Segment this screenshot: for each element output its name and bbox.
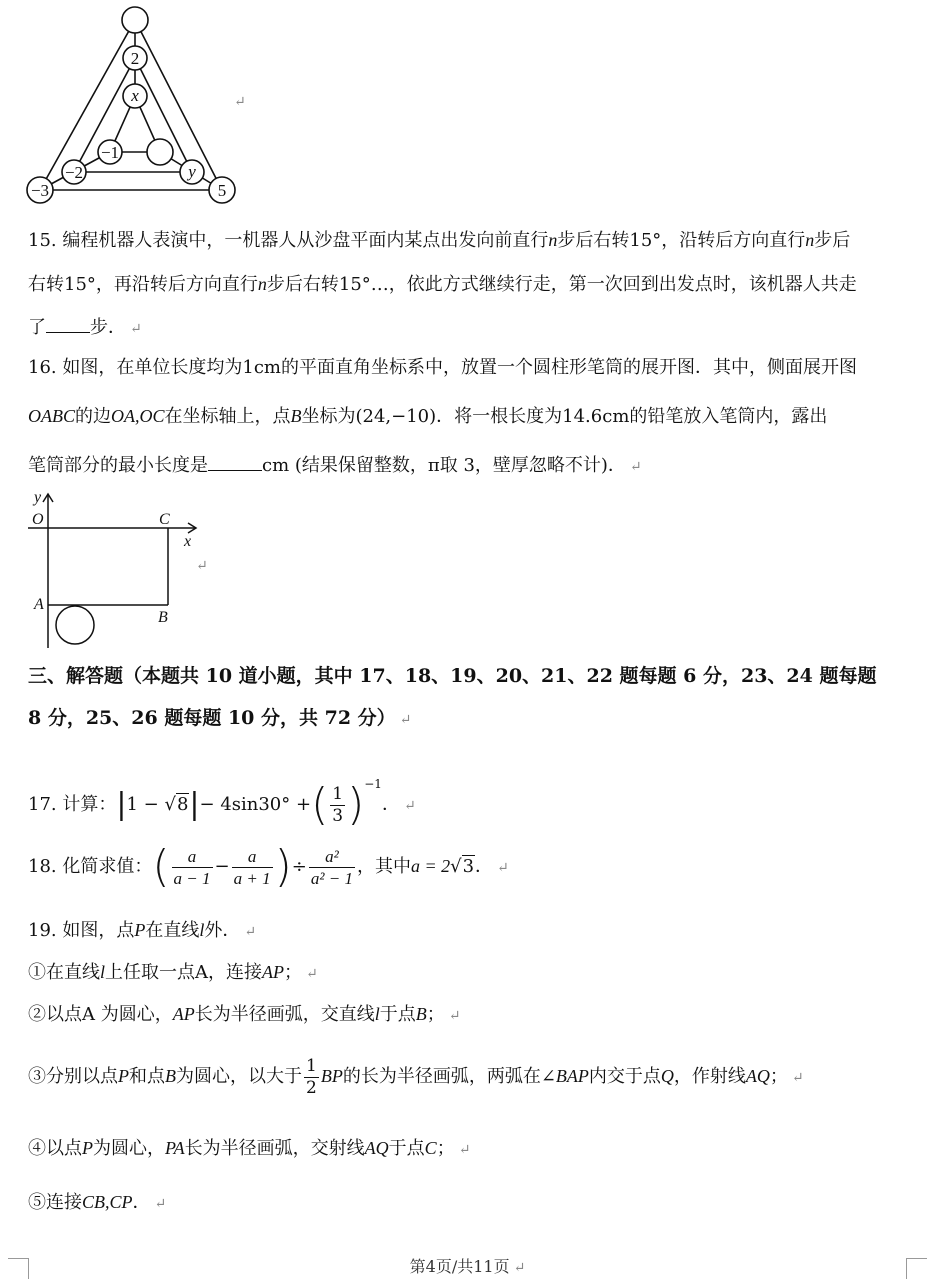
node-5-label: 5 bbox=[217, 181, 227, 200]
node-y-label: y bbox=[188, 162, 196, 181]
node-neg1-label: −1 bbox=[100, 143, 120, 162]
paragraph-mark: ↵ bbox=[629, 459, 642, 475]
point-o-label: O bbox=[32, 511, 44, 528]
q19-step-2 bbox=[28, 1002, 913, 1028]
q19-text: 为圆心，以大于 bbox=[176, 1066, 302, 1087]
node-2-label: 2 bbox=[130, 49, 140, 68]
q19-text: 长为半径画弧，交直线 bbox=[194, 1004, 375, 1025]
q15-text: 步． bbox=[90, 317, 126, 338]
paragraph-mark: ↵ bbox=[130, 321, 142, 337]
answer-blank[interactable] bbox=[46, 314, 90, 333]
q17-label: 计算： bbox=[62, 794, 117, 815]
q17-fraction: $\frac{1}{3}$ bbox=[332, 783, 344, 826]
var-p: P bbox=[82, 1138, 93, 1158]
var-q: Q bbox=[660, 1066, 674, 1086]
q19-text: 和点 bbox=[129, 1066, 165, 1087]
q19-text: 内交于点 bbox=[588, 1066, 661, 1087]
q18-sqrt-3: 3 bbox=[462, 856, 475, 877]
paragraph-mark: ↵ bbox=[399, 712, 412, 728]
var-p: P bbox=[134, 920, 146, 940]
q18-divide: ÷ bbox=[291, 856, 307, 877]
q15-line-2 bbox=[28, 272, 913, 297]
q18-label: 化简求值： bbox=[62, 856, 153, 877]
var-pa: PA bbox=[165, 1138, 185, 1158]
q19-text: 上任取一点A，连接 bbox=[105, 962, 263, 983]
paragraph-mark: ↵ bbox=[234, 94, 246, 110]
paragraph-mark: ↵ bbox=[458, 1142, 471, 1158]
node-top bbox=[122, 7, 148, 33]
q19-text: ． bbox=[132, 1192, 151, 1213]
q15-text: 了 bbox=[28, 317, 46, 338]
page-footer bbox=[0, 1254, 935, 1277]
q19-text: ⑤连接 bbox=[28, 1192, 82, 1213]
q17-expr: − 4sin30° + bbox=[199, 794, 312, 815]
var-l: l bbox=[100, 962, 106, 982]
q19-text: 的长为半径画弧，两弧在 bbox=[342, 1066, 541, 1087]
q15-text: 步后右转15°，沿转后方向直行 bbox=[557, 230, 806, 251]
section-3-heading bbox=[28, 664, 913, 688]
var-l: l bbox=[374, 1004, 380, 1024]
q16-text: cm (结果保留整数，π取 3，壁厚忽略不计)． bbox=[262, 455, 626, 476]
q18-fraction-3: $\frac{\text{a²}}{\text{a² − 1}}$ bbox=[310, 846, 353, 888]
q19-text: ①在直线 bbox=[28, 962, 100, 983]
q19-text: 于点 bbox=[388, 1138, 425, 1159]
section-3-heading-cont bbox=[28, 706, 913, 732]
var-b: B bbox=[290, 406, 302, 426]
paragraph-mark: ↵ bbox=[154, 1196, 167, 1212]
q18-number: 18. bbox=[28, 856, 57, 877]
paragraph-mark: ↵ bbox=[196, 558, 208, 574]
q19-number: 19. bbox=[28, 920, 57, 941]
q16-text: 的边 bbox=[75, 406, 111, 427]
point-a-label: A bbox=[34, 596, 44, 613]
axis-x-label: x bbox=[184, 533, 192, 550]
q19-step-4 bbox=[28, 1136, 913, 1162]
q19-text: 为圆心， bbox=[93, 1138, 165, 1159]
q17-sqrt-8: 8 bbox=[176, 794, 189, 815]
paragraph-mark: ↵ bbox=[513, 1260, 526, 1276]
q15-text: 编程机器人表演中，一机器人从沙盘平面内某点出发向前直行 bbox=[62, 230, 549, 251]
var-oabc: OABC bbox=[28, 406, 75, 426]
var-p: P bbox=[118, 1066, 129, 1086]
var-cb-cp: CB,CP bbox=[82, 1192, 133, 1212]
q18-end: ． bbox=[475, 856, 494, 877]
page-number: 第4页/共11页 bbox=[409, 1257, 510, 1276]
q19-text: 于点 bbox=[379, 1004, 416, 1025]
q17-number: 17. bbox=[28, 794, 57, 815]
q18-fraction-2: $\frac{a}{a + 1}$ bbox=[233, 846, 271, 888]
q19-text: 外． bbox=[204, 920, 241, 941]
q16-text: 坐标为(24,−10)．将一根长度为14.6cm的铅笔放入笔筒内，露出 bbox=[301, 406, 828, 427]
q18-equation: a = 2 bbox=[410, 856, 451, 876]
paragraph-mark: ↵ bbox=[403, 798, 416, 814]
q19-text: ； bbox=[769, 1066, 788, 1087]
node-neg2-label: −2 bbox=[64, 163, 84, 182]
q19-text: ②以点A 为圆心， bbox=[28, 1004, 173, 1025]
q17-expr: 1 − bbox=[126, 794, 165, 815]
q15-line-1 bbox=[28, 228, 913, 253]
q19-text: ； bbox=[436, 1138, 455, 1159]
paragraph-mark: ↵ bbox=[497, 860, 509, 876]
triangle-number-figure bbox=[26, 4, 246, 206]
paragraph-mark: ↵ bbox=[244, 924, 257, 940]
section-3-heading-text: 8 分，25、26 题每题 10 分，共 72 分） bbox=[28, 707, 396, 729]
q15-text: 步后右转15°…，依此方式继续行走，第一次回到出发点时，该机器人共走 bbox=[266, 274, 857, 295]
var-aq: AQ bbox=[745, 1066, 770, 1086]
q18-fraction-1: $\frac{a}{a - 1}$ bbox=[173, 846, 211, 888]
q19-text: 在直线 bbox=[145, 920, 200, 941]
node-neg3-label: −3 bbox=[30, 181, 50, 200]
var-oa-oc: OA,OC bbox=[111, 406, 165, 426]
q19-text: ④以点 bbox=[28, 1138, 82, 1159]
point-b-label: B bbox=[158, 609, 168, 626]
q19-text: 如图，点 bbox=[62, 920, 135, 941]
q19-text: ③分别以点 bbox=[28, 1066, 118, 1087]
q16-text: 如图，在单位长度均为1cm的平面直角坐标系中，放置一个圆柱形笔筒的展开图．其中，侧面展开图 bbox=[62, 357, 857, 378]
q16-line-3 bbox=[28, 452, 913, 479]
var-aq: AQ bbox=[364, 1138, 389, 1158]
node-blank bbox=[147, 139, 173, 165]
q15-text: 步后 bbox=[814, 230, 851, 251]
q19-intro bbox=[28, 918, 913, 944]
paragraph-mark: ↵ bbox=[448, 1008, 461, 1024]
q17: 17. 计算：|1 − √8|− 4sin30° +( $\frac{1}{3}$ )$^{-1}$． ↵ bbox=[28, 777, 416, 830]
q19-half-fraction: $\frac{1}{2}$ bbox=[306, 1055, 317, 1098]
coordinate-figure bbox=[26, 488, 216, 652]
var-n: n bbox=[805, 230, 815, 250]
q19-text: 长为半径画弧，交射线 bbox=[184, 1138, 365, 1159]
q16-text: 笔筒部分的最小长度是 bbox=[28, 455, 208, 476]
q15-number: 15. bbox=[28, 230, 57, 251]
paragraph-mark: ↵ bbox=[791, 1070, 804, 1086]
var-ap: AP bbox=[172, 1004, 195, 1024]
q17-exponent: −1 bbox=[364, 777, 382, 791]
node-x-label: x bbox=[131, 86, 139, 105]
paragraph-mark: ↵ bbox=[306, 966, 318, 982]
q19-text: ，作射线 bbox=[673, 1066, 746, 1087]
var-n: n bbox=[548, 230, 558, 250]
var-c: C bbox=[424, 1138, 437, 1158]
q17-end: ． bbox=[381, 794, 400, 815]
section-3-heading-text: 三、解答题（本题共 10 道小题，其中 17、18、19、20、21、22 题每题 6 分，23、24 题每题 bbox=[28, 665, 877, 687]
q18-minus: − bbox=[214, 856, 230, 877]
q19-text: ； bbox=[284, 962, 303, 983]
axis-y-label: y bbox=[34, 489, 42, 506]
q15-text: 右转15°，再沿转后方向直行 bbox=[28, 274, 258, 295]
var-bp: BP bbox=[320, 1066, 343, 1086]
q19-step-1 bbox=[28, 960, 913, 986]
q16-text: 在坐标轴上，点 bbox=[164, 406, 291, 427]
point-c-label: C bbox=[159, 511, 170, 528]
q19-step-3 bbox=[28, 1052, 913, 1100]
q16-number: 16. bbox=[28, 357, 57, 378]
var-angle-bap: ∠BAP bbox=[540, 1066, 589, 1086]
q15-line-3 bbox=[28, 314, 913, 341]
var-b: B bbox=[415, 1004, 427, 1024]
q16-line-1 bbox=[28, 356, 913, 380]
var-n: n bbox=[257, 274, 267, 294]
q19-step-5 bbox=[28, 1190, 913, 1216]
q18: 18. 化简求值：( $\frac{a}{a - 1}$ − $\frac{a}{a + 1}$ )÷ $\frac{\text{a²}}{\text{a² − 1}}$ ，其中a = 2√3． ↵ bbox=[28, 841, 509, 892]
q16-line-2 bbox=[28, 404, 913, 429]
var-l: l bbox=[199, 920, 205, 940]
var-ap: AP bbox=[262, 962, 285, 982]
var-b: B bbox=[165, 1066, 176, 1086]
q19-text: ； bbox=[426, 1004, 445, 1025]
answer-blank[interactable] bbox=[208, 452, 262, 471]
q18-tail: ，其中 bbox=[356, 856, 411, 877]
